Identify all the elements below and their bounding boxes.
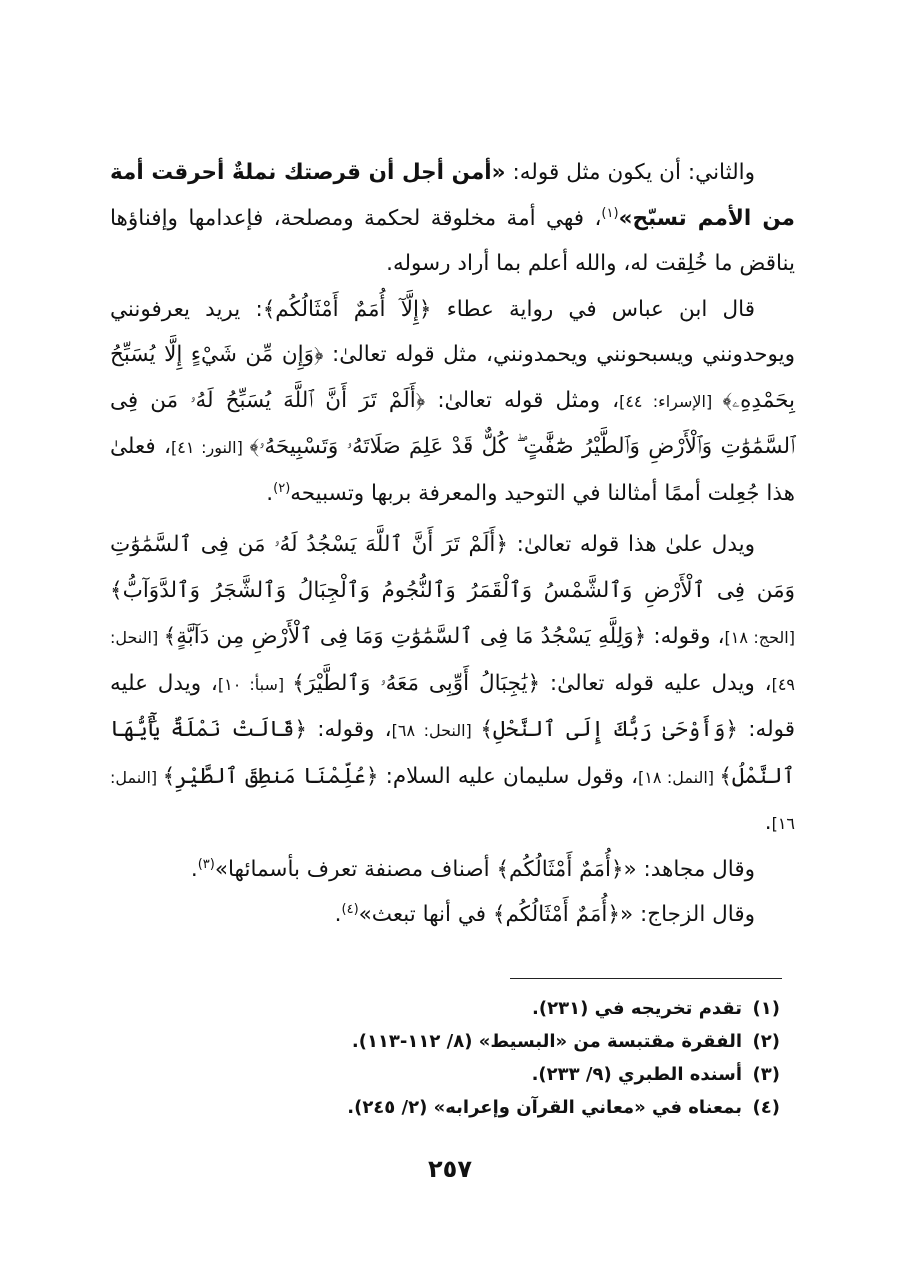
paragraph-2	[110, 287, 795, 517]
hadith-quote: «أمن أجل أن قرصتك نملةٌ أحرقت أمة من الأمم تسبّح»	[110, 160, 795, 231]
p3-part3: ، ويدل عليه قوله تعالىٰ:	[540, 670, 772, 696]
paragraph-5	[110, 892, 795, 938]
p3-end: .	[764, 810, 772, 835]
p2-part3: ، ومثل قوله تعالىٰ:	[425, 387, 620, 413]
footnote-number: (١)	[752, 998, 780, 1019]
verse-umamun-amthalukum: ﴿إِلَّآ أُمَمٌ أَمْثَالُكُم﴾	[262, 296, 432, 322]
citation-naml-18: [النمل: ١٨]	[638, 767, 720, 787]
footnote-text: أسنده الطبري (٩/ ٢٣٣).	[531, 1064, 742, 1085]
footnote-ref-2: (٢)	[273, 480, 291, 496]
verse-hajj-18: ﴿أَلَمْ تَرَ أَنَّ ٱللَّهَ يَسْجُدُ لَهُۥ مَن فِى ٱلسَّمَٰوَٰتِ وَمَن فِى ٱلْأَرْضِ وَٱلشَّمْسُ وَٱلْقَمَرُ وَٱلنُّجُومُ وَٱلْجِبَالُ وَٱلشَّجَرُ وَٱلدَّوَآبُّ﴾	[110, 532, 795, 603]
citation-nur-41: [النور: ٤١]	[171, 438, 250, 457]
citation-isra-44: [الإسراء: ٤٤]	[619, 391, 723, 411]
footnote-ref-1: (١)	[601, 205, 619, 221]
verse-nahl-68: ﴿وَأَوْحَىٰ رَبُّكَ إِلَى ٱلنَّحْلِ﴾	[480, 717, 738, 742]
citation-nahl-49: [النحل: ٤٩]	[110, 628, 795, 694]
citation-nahl-68: [النحل: ٦٨]	[391, 721, 481, 740]
p5-part2: في أنها تبعث»	[358, 902, 493, 927]
verse-umamun-mujahid: ﴿أُمَمٌ أَمْثَالُكُم﴾	[496, 856, 624, 882]
paragraph-1	[110, 150, 795, 287]
p3-part2: ، وقوله:	[646, 624, 725, 649]
verse-naml-16: ﴿عُلِّمْنَا مَنطِقَ ٱلطَّيْرِ﴾	[162, 763, 379, 789]
p2-part1: قال ابن عباس في رواية عطاء	[431, 296, 755, 322]
p4-end: .	[190, 856, 198, 882]
p1-rest: ، فهي أمة مخلوقة لحكمة ومصلحة، فإعدامها وإفناؤها يناقض ما خُلِقت له، والله أعلم بما أراد رسوله.	[110, 205, 795, 276]
footnote-number: (٢)	[752, 1031, 780, 1052]
p5-part1: وقال الزجاج: «	[619, 902, 755, 927]
p3-part4: ، ويدل عليه قوله:	[110, 670, 795, 742]
p2-part4: ، فعلىٰ هذا جُعِلت أممًا أمثالنا في التوحيد والمعرفة بربها وتسبيحه	[110, 434, 795, 506]
footnote-2	[110, 1025, 780, 1058]
main-text	[110, 150, 795, 938]
footnote-number: (٤)	[752, 1097, 780, 1118]
paragraph-3	[110, 522, 795, 847]
verse-nahl-49: ﴿وَلِلَّهِ يَسْجُدُ مَا فِى ٱلسَّمَٰوَٰتِ وَمَا فِى ٱلْأَرْضِ مِن دَآبَّةٍ﴾	[163, 624, 647, 649]
p3-part1: ويدل علىٰ هذا قوله تعالىٰ:	[507, 532, 755, 557]
citation-hajj-18: [الحج: ١٨]	[724, 628, 795, 647]
verse-nur-41: ﴿أَلَمْ تَرَ أَنَّ ٱللَّهَ يُسَبِّحُ لَهُۥ مَن فِى ٱلسَّمَٰوَٰتِ وَٱلْأَرْضِ وَٱلطَّيْرُ صَٰٓفَّٰتٍ ۖ كُلٌّ قَدْ عَلِمَ صَلَاتَهُۥ وَتَسْبِيحَهُۥ﴾	[110, 387, 795, 459]
p5-end: .	[334, 902, 342, 927]
paragraph-4	[110, 847, 795, 893]
verse-umamun-zajjaj: ﴿أُمَمٌ أَمْثَالُكُم﴾	[492, 902, 620, 927]
p3-part5: ، وقوله:	[306, 717, 392, 742]
footnote-4	[110, 1091, 780, 1124]
footnotes	[110, 992, 780, 1124]
footnote-text: تقدم تخريجه في (٢٣١).	[532, 998, 742, 1019]
p1-intro: والثاني: أن يكون مثل قوله:	[505, 160, 755, 185]
verse-isra-44: ﴿وَإِن مِّن شَيْءٍ إِلَّا يُسَبِّحُ بِحَمْدِهِۦ﴾	[110, 342, 796, 413]
footnote-3	[110, 1058, 780, 1091]
p4-part2: أصناف مصنفة تعرف بأسمائها»	[214, 856, 497, 882]
footnote-text: الفقرة مقتبسة من «البسيط» (٨/ ١١٢-١١٣).	[351, 1031, 742, 1052]
footnote-1	[110, 992, 780, 1025]
p2-part2: : يريد يعرفونني ويوحدونني ويسبحونني ويحمدونني، مثل قوله تعالىٰ:	[110, 296, 795, 367]
footnote-ref-3: (٣)	[197, 856, 215, 872]
verse-saba-10: ﴿يَٰجِبَالُ أَوِّبِى مَعَهُۥ وَٱلطَّيْرَ﴾	[292, 670, 541, 696]
footnote-number: (٣)	[752, 1064, 780, 1085]
page-number: ٢٥٧	[428, 1155, 472, 1183]
p3-part6: ، وقول سليمان عليه السلام:	[378, 763, 639, 789]
footnote-text: بمعناه في «معاني القرآن وإعرابه» (٢/ ٢٤٥).	[347, 1097, 742, 1118]
p4-part1: وقال مجاهد: «	[623, 856, 755, 882]
p2-end: .	[266, 480, 274, 506]
citation-naml-16: [النمل: ١٦]	[110, 767, 795, 833]
footnote-ref-4: (٤)	[341, 901, 359, 917]
footnote-separator	[510, 978, 782, 979]
verse-naml-18: ﴿قَالَتْ نَمْلَةٌ يَٰٓأَيُّهَا ٱلنَّمْلُ﴾	[110, 717, 796, 789]
citation-saba-10: [سبأ: ١٠]	[217, 674, 293, 694]
